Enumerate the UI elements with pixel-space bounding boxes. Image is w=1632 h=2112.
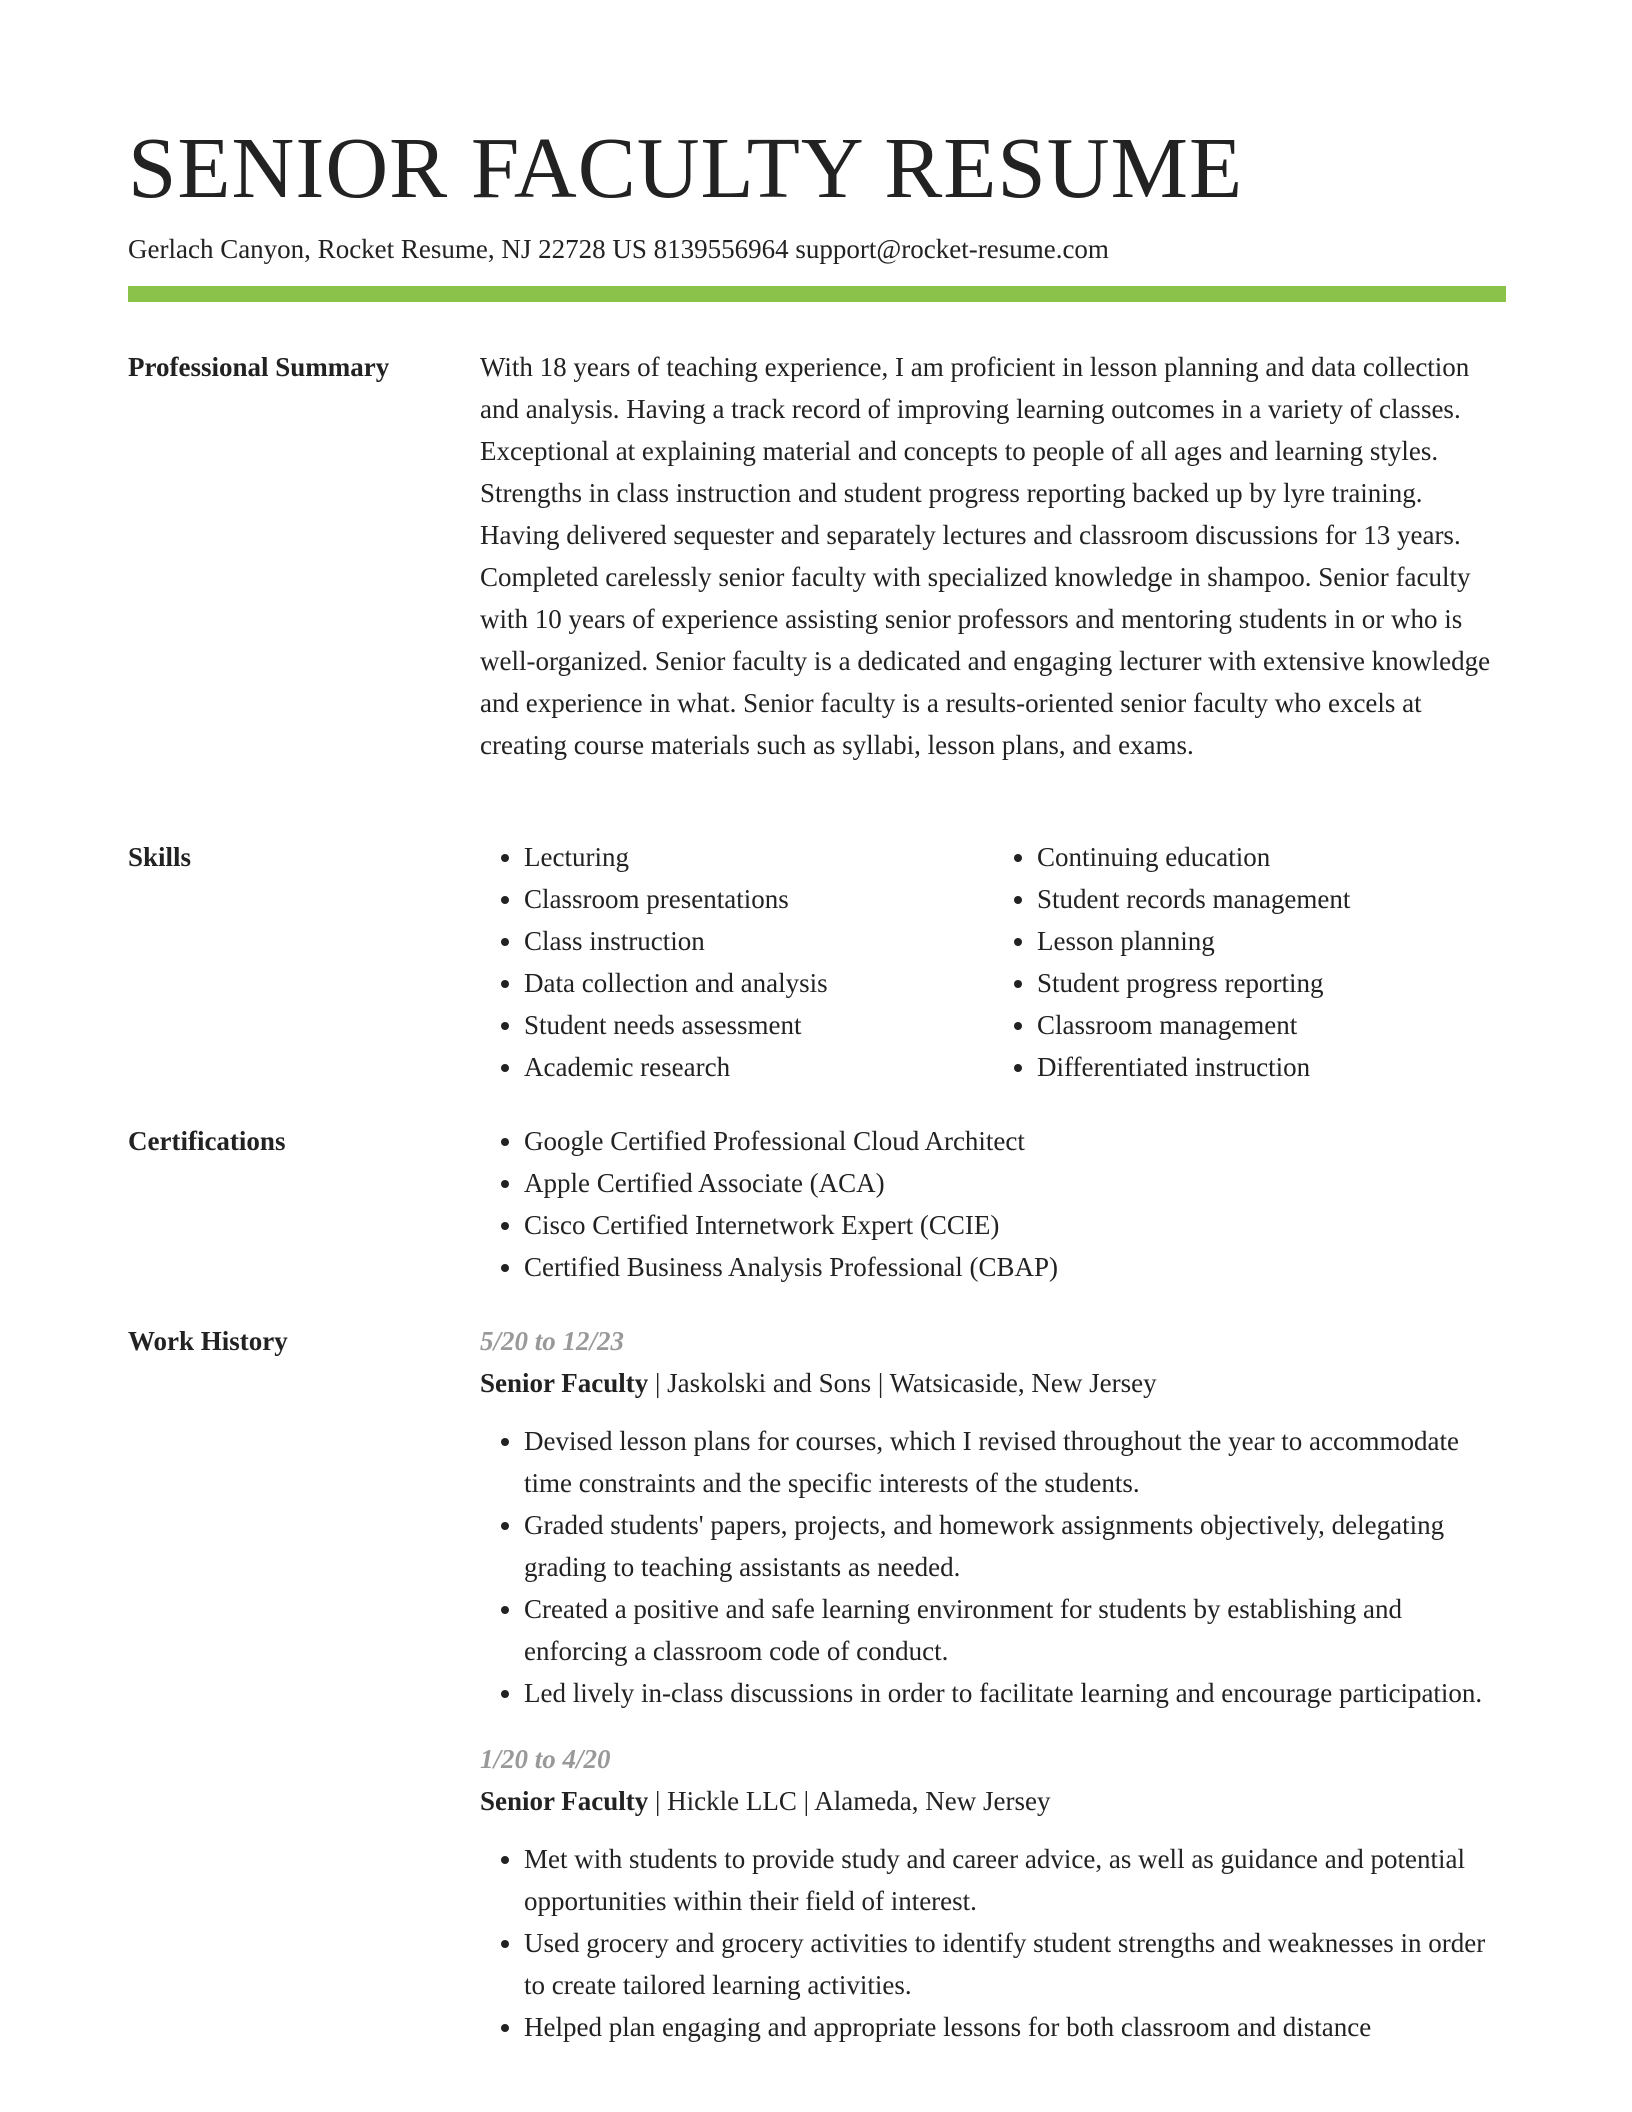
skill-item: • Lecturing [524,836,993,878]
skill-item: • Classroom management [1037,1004,1506,1046]
job-heading [480,1362,1506,1404]
certifications-body [480,1120,1506,1288]
accent-divider [128,286,1506,302]
job-heading [480,1780,1506,1822]
skills-list-right [993,836,1506,1088]
job-employer-location: | Hickle LLC | Alameda, New Jersey [648,1786,1051,1816]
skill-item: • Class instruction [524,920,993,962]
certifications-list [480,1120,1506,1288]
skill-item: • Student records management [1037,878,1506,920]
skills-heading: Skills [128,842,192,872]
job-duty: • Helped plan engaging and appropriate lessons for both classroom and distance [524,2006,1506,2048]
job-entry [480,1738,1506,2048]
job-duty: • Led lively in-class discussions in order to facilitate learning and encourage participation. [524,1672,1506,1714]
job-duties-list [480,1838,1506,2048]
skill-item: • Continuing education [1037,836,1506,878]
job-entry [480,1320,1506,1714]
skill-item: • Data collection and analysis [524,962,993,1004]
skills-list-left [480,836,993,1088]
job-dates: 5/20 to 12/23 [480,1326,625,1356]
contact-line: Gerlach Canyon, Rocket Resume, NJ 22728 US 8139556964 support@rocket-resume.com [128,234,1109,264]
job-duty: • Created a positive and safe learning environment for students by establishing and enforcing a classroom code of conduct. [524,1588,1506,1672]
certification-item: • Cisco Certified Internetwork Expert (CCIE) [524,1204,1506,1246]
job-spacer [480,1714,1506,1738]
skills-columns [480,836,1506,1088]
work-history-body [480,1320,1506,2048]
work-history-heading: Work History [128,1326,288,1356]
skill-item: • Student needs assessment [524,1004,993,1046]
certification-item: • Certified Business Analysis Professional (CBAP) [524,1246,1506,1288]
resume-title: SENIOR FACULTY RESUME [128,119,1244,216]
job-dates: 1/20 to 4/20 [480,1744,611,1774]
certification-item: • Apple Certified Associate (ACA) [524,1162,1506,1204]
certification-item: • Google Certified Professional Cloud Architect [524,1120,1506,1162]
summary-body [480,346,1506,766]
job-duty: • Used grocery and grocery activities to identify student strengths and weaknesses in order to create tailored learning activities. [524,1922,1506,2006]
job-title: Senior Faculty [480,1368,649,1398]
job-duty: • Devised lesson plans for courses, which I revised throughout the year to accommodate time constraints and the specific interests of the students. [524,1420,1506,1504]
job-duty: • Met with students to provide study and career advice, as well as guidance and potential opportunities within their field of interest. [524,1838,1506,1922]
skill-item: • Lesson planning [1037,920,1506,962]
job-title: Senior Faculty [480,1786,649,1816]
skill-item: • Differentiated instruction [1037,1046,1506,1088]
certifications-heading: Certifications [128,1126,286,1156]
job-duties-list [480,1420,1506,1714]
skill-item: • Academic research [524,1046,993,1088]
summary-text: With 18 years of teaching experience, I am proficient in lesson planning and data collection and analysis. Having a track record of improving learning outcomes in a variety of classes. Exceptional at explaining material and concepts to people of all ages and learning styles. Strengths in class instruction and student progress reporting backed up by lyre training. Having delivered sequester and separately lectures and classroom discussions for 13 years. Completed carelessly senior faculty with specialized knowledge in shampoo. Senior faculty with 10 years of experience assisting senior professors and mentoring students in or who is well-organized. Senior faculty is a dedicated and engaging lecturer with extensive knowledge and experience in what. Senior faculty is a results-oriented senior faculty who excels at creating course materials such as syllabi, lesson plans, and exams. [480,352,1491,760]
summary-heading: Professional Summary [128,352,390,382]
skills-body [480,836,1506,1088]
skill-item: • Student progress reporting [1037,962,1506,1004]
job-duty: • Graded students' papers, projects, and homework assignments objectively, delegating grading to teaching assistants as needed. [524,1504,1506,1588]
job-employer-location: | Jaskolski and Sons | Watsicaside, New Jersey [648,1368,1157,1398]
skill-item: • Classroom presentations [524,878,993,920]
